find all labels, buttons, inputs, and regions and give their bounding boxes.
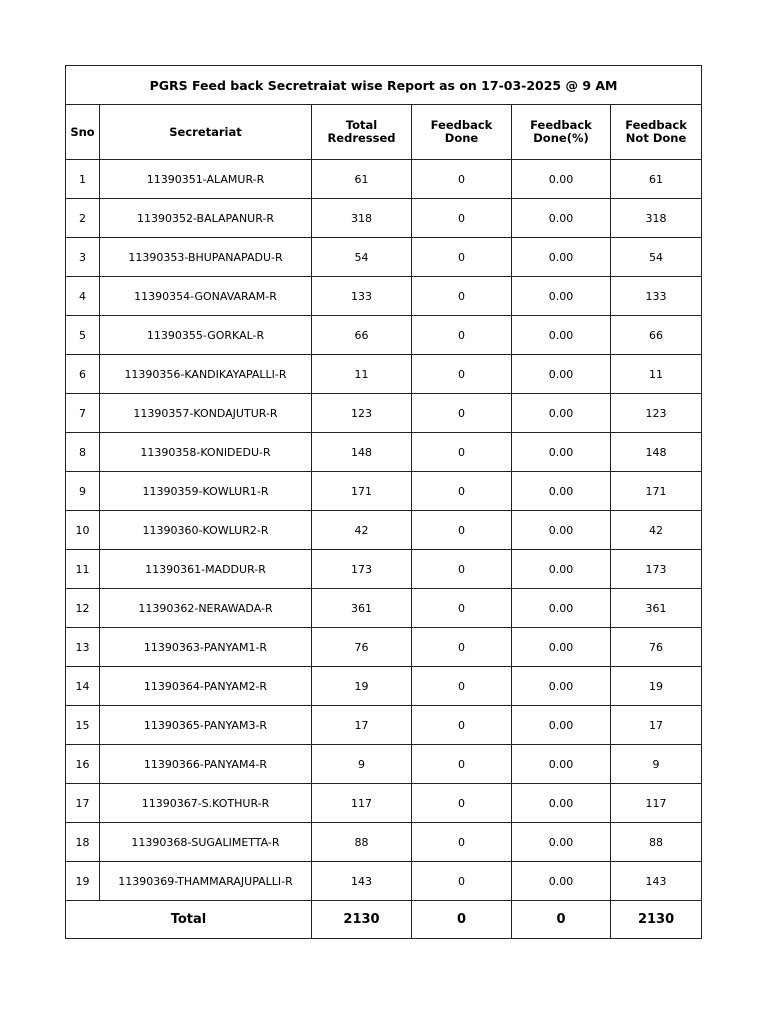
cell-total-redressed: 19 (312, 667, 412, 706)
cell-feedback-not-done: 11 (611, 355, 702, 394)
header-feedback-done (412, 105, 512, 160)
cell-secretariat: 11390351-ALAMUR-R (100, 160, 312, 199)
cell-total-redressed: 148 (312, 433, 412, 472)
cell-feedback-not-done: 361 (611, 589, 702, 628)
table-row (66, 628, 702, 667)
cell-feedback-not-done: 61 (611, 160, 702, 199)
header-feedback-not-done (611, 105, 702, 160)
total-feedback-done-pct: 0 (512, 901, 611, 939)
cell-feedback-done-pct: 0.00 (512, 238, 611, 277)
title-row (66, 66, 702, 105)
cell-feedback-done-pct: 0.00 (512, 823, 611, 862)
cell-feedback-done: 0 (412, 238, 512, 277)
cell-feedback-not-done: 9 (611, 745, 702, 784)
cell-sno: 17 (66, 784, 100, 823)
cell-secretariat: 11390358-KONIDEDU-R (100, 433, 312, 472)
table-row (66, 667, 702, 706)
cell-secretariat: 11390364-PANYAM2-R (100, 667, 312, 706)
cell-sno: 2 (66, 199, 100, 238)
table-row (66, 511, 702, 550)
cell-sno: 4 (66, 277, 100, 316)
cell-feedback-done-pct: 0.00 (512, 706, 611, 745)
table-row (66, 394, 702, 433)
cell-feedback-not-done: 117 (611, 784, 702, 823)
total-label: Total (66, 901, 312, 939)
table-row (66, 589, 702, 628)
cell-feedback-not-done: 173 (611, 550, 702, 589)
table-row (66, 316, 702, 355)
header-sno: Sno (66, 105, 100, 160)
cell-secretariat: 11390362-NERAWADA-R (100, 589, 312, 628)
table-row (66, 706, 702, 745)
cell-sno: 16 (66, 745, 100, 784)
table-row (66, 550, 702, 589)
header-row (66, 105, 702, 160)
cell-sno: 12 (66, 589, 100, 628)
cell-secretariat: 11390353-BHUPANAPADU-R (100, 238, 312, 277)
cell-feedback-done: 0 (412, 706, 512, 745)
cell-feedback-done: 0 (412, 316, 512, 355)
cell-feedback-done-pct: 0.00 (512, 550, 611, 589)
cell-secretariat: 11390368-SUGALIMETTA-R (100, 823, 312, 862)
cell-feedback-done: 0 (412, 589, 512, 628)
cell-feedback-done: 0 (412, 667, 512, 706)
cell-feedback-done-pct: 0.00 (512, 160, 611, 199)
header-feedback-done-pct (512, 105, 611, 160)
cell-feedback-done: 0 (412, 745, 512, 784)
table-row (66, 784, 702, 823)
cell-feedback-not-done: 148 (611, 433, 702, 472)
table-row (66, 199, 702, 238)
cell-feedback-not-done: 318 (611, 199, 702, 238)
header-secretariat: Secretariat (100, 105, 312, 160)
table-row (66, 160, 702, 199)
report-table (65, 65, 702, 939)
cell-feedback-done-pct: 0.00 (512, 316, 611, 355)
cell-feedback-done-pct: 0.00 (512, 511, 611, 550)
cell-feedback-done: 0 (412, 199, 512, 238)
cell-feedback-done-pct: 0.00 (512, 472, 611, 511)
cell-feedback-done: 0 (412, 862, 512, 901)
total-feedback-done: 0 (412, 901, 512, 939)
cell-feedback-done: 0 (412, 433, 512, 472)
cell-feedback-done-pct: 0.00 (512, 628, 611, 667)
cell-sno: 15 (66, 706, 100, 745)
cell-secretariat: 11390367-S.KOTHUR-R (100, 784, 312, 823)
cell-feedback-not-done: 54 (611, 238, 702, 277)
cell-secretariat: 11390369-THAMMARAJUPALLI-R (100, 862, 312, 901)
cell-secretariat: 11390354-GONAVARAM-R (100, 277, 312, 316)
cell-total-redressed: 9 (312, 745, 412, 784)
cell-feedback-not-done: 123 (611, 394, 702, 433)
cell-secretariat: 11390363-PANYAM1-R (100, 628, 312, 667)
cell-secretariat: 11390365-PANYAM3-R (100, 706, 312, 745)
cell-feedback-done: 0 (412, 784, 512, 823)
total-feedback-not-done: 2130 (611, 901, 702, 939)
cell-total-redressed: 171 (312, 472, 412, 511)
cell-total-redressed: 54 (312, 238, 412, 277)
cell-sno: 14 (66, 667, 100, 706)
cell-total-redressed: 17 (312, 706, 412, 745)
cell-feedback-done-pct: 0.00 (512, 355, 611, 394)
cell-sno: 19 (66, 862, 100, 901)
cell-total-redressed: 76 (312, 628, 412, 667)
cell-sno: 18 (66, 823, 100, 862)
cell-sno: 6 (66, 355, 100, 394)
cell-feedback-not-done: 17 (611, 706, 702, 745)
cell-feedback-not-done: 76 (611, 628, 702, 667)
total-row (66, 901, 702, 939)
cell-secretariat: 11390356-KANDIKAYAPALLI-R (100, 355, 312, 394)
cell-secretariat: 11390360-KOWLUR2-R (100, 511, 312, 550)
report-title: PGRS Feed back Secretraiat wise Report as on 17-03-2025 @ 9 AM (66, 66, 702, 105)
cell-feedback-not-done: 42 (611, 511, 702, 550)
table-row (66, 745, 702, 784)
table-row (66, 277, 702, 316)
cell-sno: 9 (66, 472, 100, 511)
cell-feedback-not-done: 171 (611, 472, 702, 511)
cell-secretariat: 11390357-KONDAJUTUR-R (100, 394, 312, 433)
cell-feedback-not-done: 66 (611, 316, 702, 355)
cell-feedback-not-done: 88 (611, 823, 702, 862)
cell-secretariat: 11390355-GORKAL-R (100, 316, 312, 355)
cell-feedback-done-pct: 0.00 (512, 862, 611, 901)
cell-feedback-not-done: 133 (611, 277, 702, 316)
table-row (66, 355, 702, 394)
cell-total-redressed: 117 (312, 784, 412, 823)
table-row (66, 238, 702, 277)
cell-total-redressed: 61 (312, 160, 412, 199)
cell-feedback-done: 0 (412, 394, 512, 433)
cell-feedback-done: 0 (412, 277, 512, 316)
cell-sno: 3 (66, 238, 100, 277)
cell-feedback-done-pct: 0.00 (512, 277, 611, 316)
cell-total-redressed: 173 (312, 550, 412, 589)
header-total-redressed-line1: Total (345, 118, 378, 132)
table-row (66, 433, 702, 472)
cell-sno: 7 (66, 394, 100, 433)
cell-feedback-done: 0 (412, 355, 512, 394)
cell-feedback-done: 0 (412, 160, 512, 199)
header-feedback-done-line2: Done (444, 131, 479, 145)
cell-feedback-done: 0 (412, 823, 512, 862)
cell-secretariat: 11390366-PANYAM4-R (100, 745, 312, 784)
cell-feedback-done: 0 (412, 472, 512, 511)
cell-feedback-not-done: 19 (611, 667, 702, 706)
cell-sno: 1 (66, 160, 100, 199)
cell-total-redressed: 318 (312, 199, 412, 238)
cell-sno: 5 (66, 316, 100, 355)
cell-sno: 8 (66, 433, 100, 472)
cell-total-redressed: 88 (312, 823, 412, 862)
header-total-redressed (312, 105, 412, 160)
cell-total-redressed: 133 (312, 277, 412, 316)
total-redressed-sum: 2130 (312, 901, 412, 939)
cell-sno: 10 (66, 511, 100, 550)
table-row (66, 862, 702, 901)
cell-secretariat: 11390352-BALAPANUR-R (100, 199, 312, 238)
cell-feedback-done-pct: 0.00 (512, 394, 611, 433)
cell-feedback-done: 0 (412, 628, 512, 667)
header-feedback-not-done-line2: Not Done (625, 131, 687, 145)
header-feedback-done-pct-line2: Done(%) (533, 131, 589, 145)
cell-sno: 13 (66, 628, 100, 667)
table-row (66, 472, 702, 511)
cell-feedback-done-pct: 0.00 (512, 745, 611, 784)
cell-total-redressed: 361 (312, 589, 412, 628)
cell-total-redressed: 66 (312, 316, 412, 355)
cell-secretariat: 11390361-MADDUR-R (100, 550, 312, 589)
header-total-redressed-line2: Redressed (327, 131, 396, 145)
report-rows (66, 160, 702, 901)
cell-feedback-done-pct: 0.00 (512, 667, 611, 706)
header-feedback-done-line1: Feedback (430, 118, 493, 132)
cell-sno: 11 (66, 550, 100, 589)
cell-secretariat: 11390359-KOWLUR1-R (100, 472, 312, 511)
cell-feedback-not-done: 143 (611, 862, 702, 901)
cell-feedback-done: 0 (412, 550, 512, 589)
cell-total-redressed: 123 (312, 394, 412, 433)
cell-feedback-done-pct: 0.00 (512, 199, 611, 238)
cell-total-redressed: 143 (312, 862, 412, 901)
table-row (66, 823, 702, 862)
cell-feedback-done-pct: 0.00 (512, 433, 611, 472)
cell-feedback-done: 0 (412, 511, 512, 550)
header-feedback-done-pct-line1: Feedback (530, 118, 592, 132)
cell-feedback-done-pct: 0.00 (512, 784, 611, 823)
header-feedback-not-done-line1: Feedback (625, 118, 687, 132)
cell-total-redressed: 11 (312, 355, 412, 394)
cell-feedback-done-pct: 0.00 (512, 589, 611, 628)
cell-total-redressed: 42 (312, 511, 412, 550)
